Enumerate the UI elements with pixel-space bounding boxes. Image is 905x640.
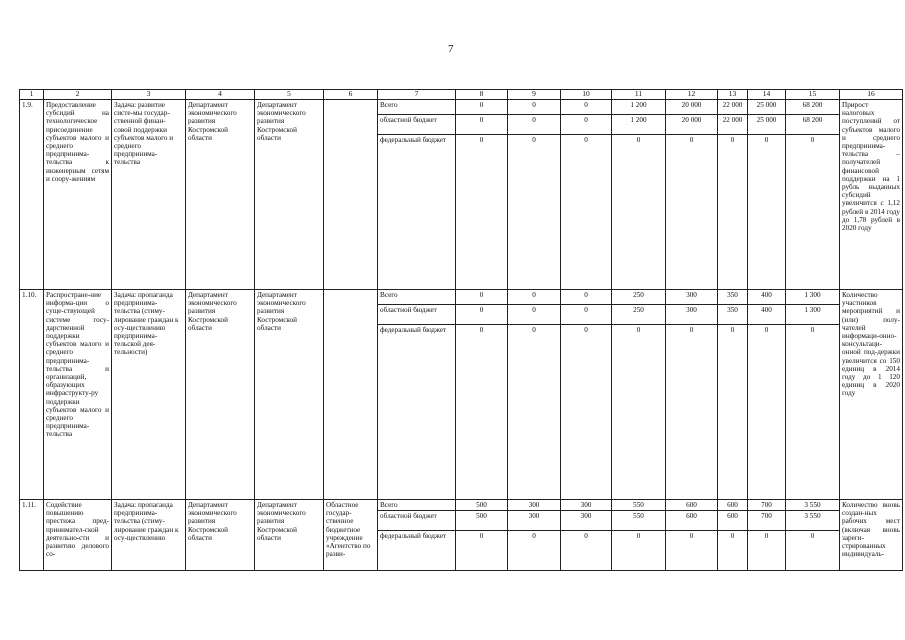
table-row [20, 290, 903, 305]
task-description: Задача: пропаганда предпринима-тельства (стиму-лирование граждан к осу-ществлению предпринима-тельской дея-тельности) [112, 290, 186, 500]
funding-source: федеральный бюджет [378, 135, 456, 290]
responsible-dept: Департамент экономического развития Костромской области [186, 100, 255, 290]
funding-value: 0 [718, 135, 748, 290]
funding-value: 25 000 [748, 100, 786, 115]
row-number: 1.9. [20, 100, 44, 290]
col-header: 2 [44, 90, 112, 100]
funding-total: 3 550 [786, 500, 840, 511]
funding-value: 600 [718, 511, 748, 531]
funding-value: 1 200 [612, 115, 666, 135]
funding-value: 0 [561, 305, 612, 325]
funding-value: 0 [508, 305, 561, 325]
funding-source: Всего [378, 500, 456, 511]
funding-value: 0 [561, 100, 612, 115]
funding-value: 0 [561, 290, 612, 305]
funding-value: 550 [612, 500, 666, 511]
funding-value: 20 000 [666, 100, 718, 115]
col-header: 8 [456, 90, 508, 100]
funding-value: 0 [508, 325, 561, 500]
header-row [20, 90, 903, 100]
funding-value: 0 [748, 135, 786, 290]
col-header: 9 [508, 90, 561, 100]
co-executor: Областное государ-ственное бюджетное учреждение «Агентство по разви- [324, 500, 378, 571]
funding-value: 0 [718, 531, 748, 571]
program-table [19, 89, 903, 571]
co-executor [324, 290, 378, 500]
funding-value: 700 [748, 500, 786, 511]
funding-value: 300 [666, 290, 718, 305]
funding-total: 1 300 [786, 305, 840, 325]
col-header: 6 [324, 90, 378, 100]
funding-value: 0 [508, 290, 561, 305]
funding-value: 500 [456, 511, 508, 531]
funding-value: 0 [612, 325, 666, 500]
funding-value: 250 [612, 290, 666, 305]
funding-value: 0 [508, 100, 561, 115]
funding-source: федеральный бюджет [378, 325, 456, 500]
funding-value: 350 [718, 290, 748, 305]
funding-value: 0 [561, 325, 612, 500]
funding-value: 300 [561, 511, 612, 531]
funding-value: 0 [748, 325, 786, 500]
funding-value: 600 [666, 511, 718, 531]
funding-value: 0 [456, 325, 508, 500]
measure-name: Содействие повышению престижа пред-принимател-ской деятельно-сти и развитию делового со- [44, 500, 112, 571]
executor-dept: Департамент экономического развития Костромской области [255, 100, 324, 290]
funding-total: 0 [786, 325, 840, 500]
funding-value: 300 [561, 500, 612, 511]
table-row [20, 500, 903, 511]
table-row [20, 100, 903, 115]
executor-dept: Департамент экономического развития Костромской области [255, 500, 324, 571]
funding-value: 600 [718, 500, 748, 511]
funding-value: 0 [456, 135, 508, 290]
col-header: 5 [255, 90, 324, 100]
funding-total: 0 [786, 531, 840, 571]
col-header: 16 [840, 90, 903, 100]
row-number: 1.10. [20, 290, 44, 500]
funding-total: 1 300 [786, 290, 840, 305]
funding-value: 0 [612, 531, 666, 571]
funding-total: 0 [786, 135, 840, 290]
funding-value: 20 000 [666, 115, 718, 135]
responsible-dept: Департамент экономического развития Костромской области [186, 290, 255, 500]
executor-dept: Департамент экономического развития Костромской области [255, 290, 324, 500]
page-number: 7 [448, 43, 454, 55]
co-executor [324, 100, 378, 290]
funding-total: 3 550 [786, 511, 840, 531]
funding-value: 500 [456, 500, 508, 511]
funding-value: 0 [456, 100, 508, 115]
funding-value: 0 [718, 325, 748, 500]
funding-value: 0 [456, 531, 508, 571]
funding-value: 400 [748, 305, 786, 325]
funding-source: областной бюджет [378, 511, 456, 531]
funding-value: 0 [666, 325, 718, 500]
funding-value: 0 [748, 531, 786, 571]
col-header: 10 [561, 90, 612, 100]
funding-value: 0 [561, 115, 612, 135]
col-header: 4 [186, 90, 255, 100]
funding-value: 22 000 [718, 100, 748, 115]
col-header: 15 [786, 90, 840, 100]
col-header: 7 [378, 90, 456, 100]
col-header: 13 [718, 90, 748, 100]
funding-value: 0 [456, 305, 508, 325]
funding-value: 0 [666, 531, 718, 571]
funding-value: 0 [561, 531, 612, 571]
funding-value: 0 [456, 290, 508, 305]
funding-value: 300 [508, 511, 561, 531]
funding-value: 550 [612, 511, 666, 531]
funding-value: 0 [561, 135, 612, 290]
funding-source: областной бюджет [378, 305, 456, 325]
funding-value: 0 [456, 115, 508, 135]
funding-source: Всего [378, 100, 456, 115]
responsible-dept: Департамент экономического развития Костромской области [186, 500, 255, 571]
funding-value: 0 [666, 135, 718, 290]
funding-source: областной бюджет [378, 115, 456, 135]
col-header: 12 [666, 90, 718, 100]
funding-value: 0 [612, 135, 666, 290]
funding-value: 0 [508, 115, 561, 135]
funding-value: 350 [718, 305, 748, 325]
funding-value: 250 [612, 305, 666, 325]
expected-result: Количество участников мероприятий и (или) полу-чателей информаци-онно-консультаци-онной под-держки увеличится со 150 единиц в 2014 году до 1 120 единиц в 2020 году [840, 290, 903, 500]
funding-value: 25 000 [748, 115, 786, 135]
funding-value: 22 000 [718, 115, 748, 135]
measure-name: Предоставление субсидий на технологическое присоединение субъектов малого и среднего предпринима-тельства к инженерным сетям и соору-жениям [44, 100, 112, 290]
funding-source: федеральный бюджет [378, 531, 456, 571]
funding-value: 700 [748, 511, 786, 531]
funding-value: 0 [508, 135, 561, 290]
funding-source: Всего [378, 290, 456, 305]
measure-name: Распростране-ние информа-ции о суще-ствующей системе госу-дарственной поддержки субъектов малого и среднего предпринима-тельства и организаций, образующих инфраструкту-ру поддержки субъектов малого и среднего предпринима-тельства [44, 290, 112, 500]
funding-total: 68 200 [786, 115, 840, 135]
funding-value: 0 [508, 531, 561, 571]
col-header: 3 [112, 90, 186, 100]
row-number: 1.11. [20, 500, 44, 571]
funding-value: 300 [508, 500, 561, 511]
funding-value: 300 [666, 305, 718, 325]
task-description: Задача: пропаганда предпринима-тельства (стиму-лирование граждан к осу-ществлению [112, 500, 186, 571]
col-header: 11 [612, 90, 666, 100]
funding-value: 400 [748, 290, 786, 305]
task-description: Задача: развитие систе-мы государ-ственной финан-совой поддержки субъектов малого и среднего предпринима-тельства [112, 100, 186, 290]
expected-result: Количество вновь создан-ных рабочих мест (включая вновь зареги-стрированных индивидуаль- [840, 500, 903, 571]
col-header: 14 [748, 90, 786, 100]
expected-result: Прирост налоговых поступлений от субъектов малого и среднего предпринима-тельства – получателей финансовой поддержки на 1 рубль выданных субсидий увеличится с 1,12 рублей в 2014 году до 1,78 рублей в 2020 году [840, 100, 903, 290]
funding-value: 600 [666, 500, 718, 511]
col-header: 1 [20, 90, 44, 100]
funding-total: 68 200 [786, 100, 840, 115]
funding-value: 1 200 [612, 100, 666, 115]
